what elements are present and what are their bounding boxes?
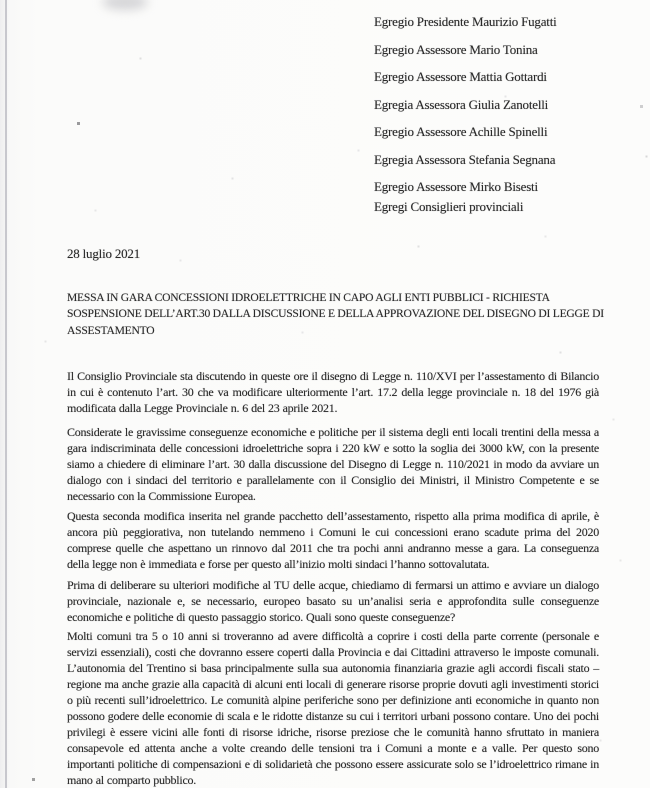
letter-subject: MESSA IN GARA CONCESSIONI IDROELETTRICHE IN CAPO AGLI ENTI PUBBLICI - RICHIESTA SOSPENSIONE DELL’ART.30 DALLA DISCUSSIONE E DELLA APPROVAZIONE DEL DISEGNO DI LEGGE DI ASSESTAMENTO [67,291,604,337]
scan-smudge [102,0,148,10]
recipient-line: Egregia Assessora Stefania Segnana [374,151,556,167]
recipient-line: Egregio Assessore Mattia Gottardi [374,69,547,84]
body-paragraph: Prima di deliberare su ulteriori modifiche al TU delle acque, chiediamo di fermarsi un attimo e avviare un dialogo provinciale, nazionale e, se necessario, europeo basato su un’analisi seria e approfondita sulle conseguenze economiche e politiche di questo passaggio storico. Quali sono queste conseguenze? [67,578,599,624]
body-paragraph: Questa seconda modifica inserita nel grande pacchetto dell’assestamento, rispetto alla prima modifica di aprile, è ancora più peggiorativa, non tutelando nemmeno i Comuni le cui concessioni erano scadute prima del 2020 comprese quelle che aspettano un rinnovo dal 2011 che tra pochi anni andranno messe a gara. La conseguenza della legge non è immediata e forse per questo all’inizio molti sindaci l’hanno sottovalutata. [67,509,599,571]
recipient-line: Egregio Assessore Mirko Bisesti [374,179,538,194]
recipient-councillors-line: Egregi Consiglieri provinciali [374,199,524,214]
recipient-line: Egregio Assessore Achille Spinelli [374,124,548,139]
recipient-line: Egregio Assessore Mario Tonina [374,41,538,57]
scan-noise-speckles [0,0,1,1]
body-paragraph: Molti comuni tra 5 o 10 anni si troveranno ad avere difficoltà a coprire i costi della parte corrente (personale e servizi essenziali), costi che dovranno essere coperti dalla Provincia e dai Cittadini attraverso le imposte comunali. L’autonomia del Trentino si basa principalmente sulla sua autonomia finanziaria grazie agli accordi fiscali stato – regione ma anche grazie alla capacità di alcuni enti locali di generare risorse proprie dovuti agli investimenti storici o più recenti sull’idroelettrico. Le comunità alpine periferiche sono per definizione anti economiche in quanto non possono godere delle economie di scala e le ridotte distanze su cui i territori urbani possono contare. Uno dei pochi privilegi è essere vicini alle fonti di risorse idriche, risorse preziose che le comunità hanno sfruttato in maniera consapevole ed attenta anche a volte creando delle tensioni tra i Comuni a monte e a valle. Per questo sono importanti politiche di compensazioni e di solidarietà che possono essere assicurate solo se l’idroelettrico rimane in mano al comparto pubblico. [67,629,599,787]
body-paragraph: Il Consiglio Provinciale sta discutendo in queste ore il disegno di Legge n. 110/XVI per l’assestamento di Bilancio in cui è contenuto l’art. 30 che va modificare ulteriormente l’art. 17.2 della legge provinciale n. 18 del 1976 già modificata dalla Legge Provinciale n. 6 del 23 aprile 2021. [67,369,599,415]
recipient-line: Egregia Assessora Giulia Zanotelli [374,96,549,112]
letter-date: 28 luglio 2021 [67,246,141,261]
recipient-line: Egregio Presidente Maurizio Fugatti [374,14,557,29]
recipient-list [374,8,557,201]
scan-edge-artifact [5,0,7,788]
body-paragraph: Considerate le gravissime conseguenze economiche e politiche per il sistema degli enti locali trentini della messa a gara indiscriminata delle concessioni idroelettriche sopra i 220 kW e sotto la soglia dei 3000 kW, con la presente siamo a chiedere di eliminare l’art. 30 dalla discussione del Disegno di Legge n. 110/2021 in modo da avviare un dialogo con i sindaci del territorio e parallelamente con il Consiglio dei Ministri, il Ministro Competente e se necessario con la Commissione Europea. [67,425,599,503]
